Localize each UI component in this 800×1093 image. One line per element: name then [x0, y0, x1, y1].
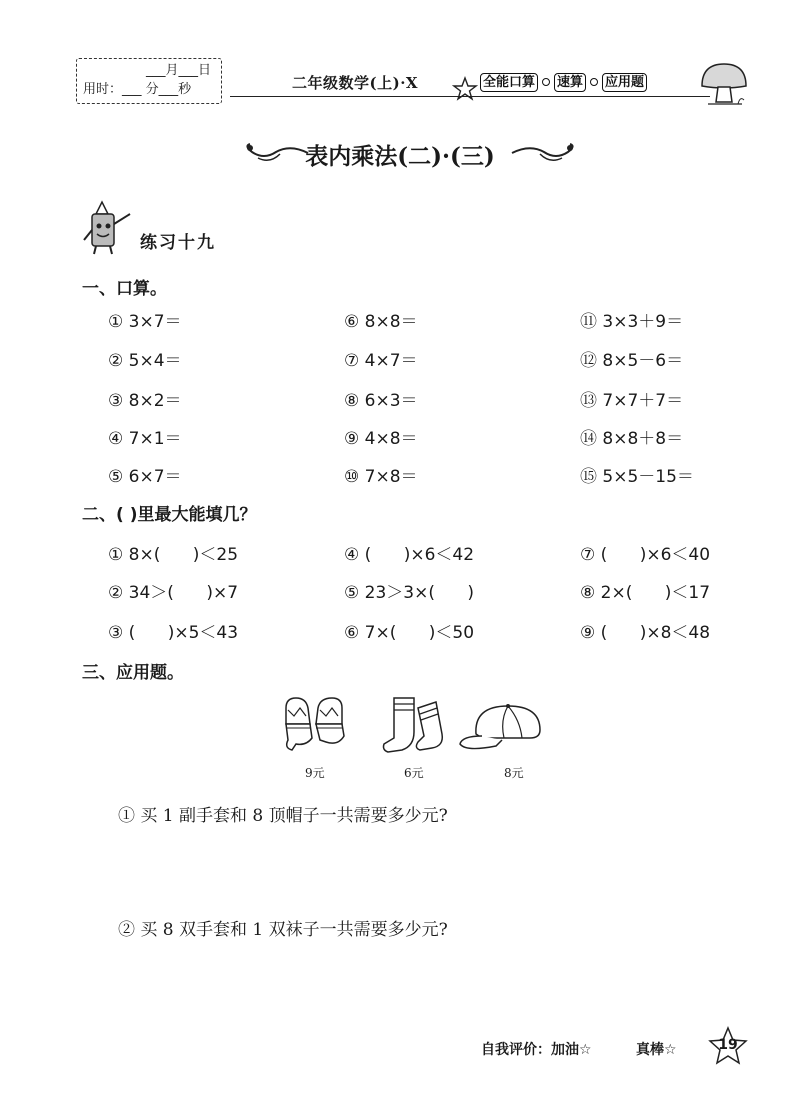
- fill-blank-item: ⑧ 2×( )＜17: [580, 583, 711, 603]
- gloves-icon: [280, 694, 360, 754]
- oral-item: ⑥ 8×8＝: [344, 312, 418, 332]
- price-socks: 6元: [404, 766, 424, 780]
- great-label: 真棒☆: [636, 1042, 677, 1058]
- socks-icon: [380, 694, 450, 756]
- page-number: 19: [718, 1037, 738, 1053]
- oral-item: ⑮ 5×5－15＝: [580, 467, 694, 487]
- word-problem: ① 买 1 副手套和 8 顶帽子一共需要多少元?: [118, 806, 448, 826]
- oral-item: ④ 7×1＝: [108, 429, 182, 449]
- oral-item: ⑧ 6×3＝: [344, 391, 418, 411]
- tag-quick: 速算: [554, 73, 586, 92]
- exercise-title: 练习十九: [140, 233, 216, 253]
- header-divider: [230, 96, 710, 97]
- star-icon: [452, 76, 478, 102]
- header-tags: [480, 72, 647, 92]
- part1-heading: 一、口算。: [82, 279, 167, 299]
- oral-item: ⑬ 7×7＋7＝: [580, 391, 684, 411]
- flourish-right-icon: [510, 140, 580, 166]
- oral-item: ⑪ 3×3＋9＝: [580, 312, 684, 332]
- oral-item: ① 3×7＝: [108, 312, 182, 332]
- dot-icon: [542, 78, 550, 86]
- oral-item: ⑩ 7×8＝: [344, 467, 418, 487]
- self-evaluation: 自我评价：加油☆: [481, 1042, 592, 1058]
- cap-icon: [456, 700, 546, 754]
- pencil-mascot-icon: [78, 200, 136, 258]
- fill-blank-item: ② 34＞( )×7: [108, 583, 239, 603]
- time-line: 用时：___ 分___秒: [83, 82, 192, 97]
- fill-blank-item: ③ ( )×5＜43: [108, 623, 239, 643]
- date-line: ___月___日: [145, 63, 211, 78]
- fill-blank-item: ⑥ 7×( )＜50: [344, 623, 475, 643]
- oral-item: ⑤ 6×7＝: [108, 467, 182, 487]
- date-time-box: [76, 58, 222, 104]
- fill-blank-item: ⑨ ( )×8＜48: [580, 623, 711, 643]
- book-title: 二年级数学(上)·X: [292, 74, 419, 92]
- word-problem: ② 买 8 双手套和 1 双袜子一共需要多少元?: [118, 920, 448, 940]
- oral-item: ⑦ 4×7＝: [344, 351, 418, 371]
- fill-blank-item: ⑤ 23＞3×( ): [344, 583, 475, 603]
- price-cap: 8元: [504, 766, 524, 780]
- oral-item: ⑨ 4×8＝: [344, 429, 418, 449]
- part3-heading: 三、应用题。: [82, 663, 184, 683]
- fill-blank-item: ④ ( )×6＜42: [344, 545, 475, 565]
- tag-oral: 全能口算: [480, 73, 538, 92]
- page-number-badge: [708, 1026, 748, 1066]
- oral-item: ② 5×4＝: [108, 351, 182, 371]
- oral-item: ⑫ 8×5－6＝: [580, 351, 684, 371]
- mushroom-icon: [698, 60, 750, 106]
- tag-word-problem: 应用题: [602, 73, 647, 92]
- part2-heading: 二、( )里最大能填几？: [82, 505, 257, 525]
- oral-item: ⑭ 8×8＋8＝: [580, 429, 684, 449]
- fill-blank-item: ① 8×( )＜25: [108, 545, 239, 565]
- oral-item: ③ 8×2＝: [108, 391, 182, 411]
- section-title: 表内乘法(二)·(三): [305, 143, 495, 170]
- dot-icon: [590, 78, 598, 86]
- fill-blank-item: ⑦ ( )×6＜40: [580, 545, 711, 565]
- price-gloves: 9元: [305, 766, 325, 780]
